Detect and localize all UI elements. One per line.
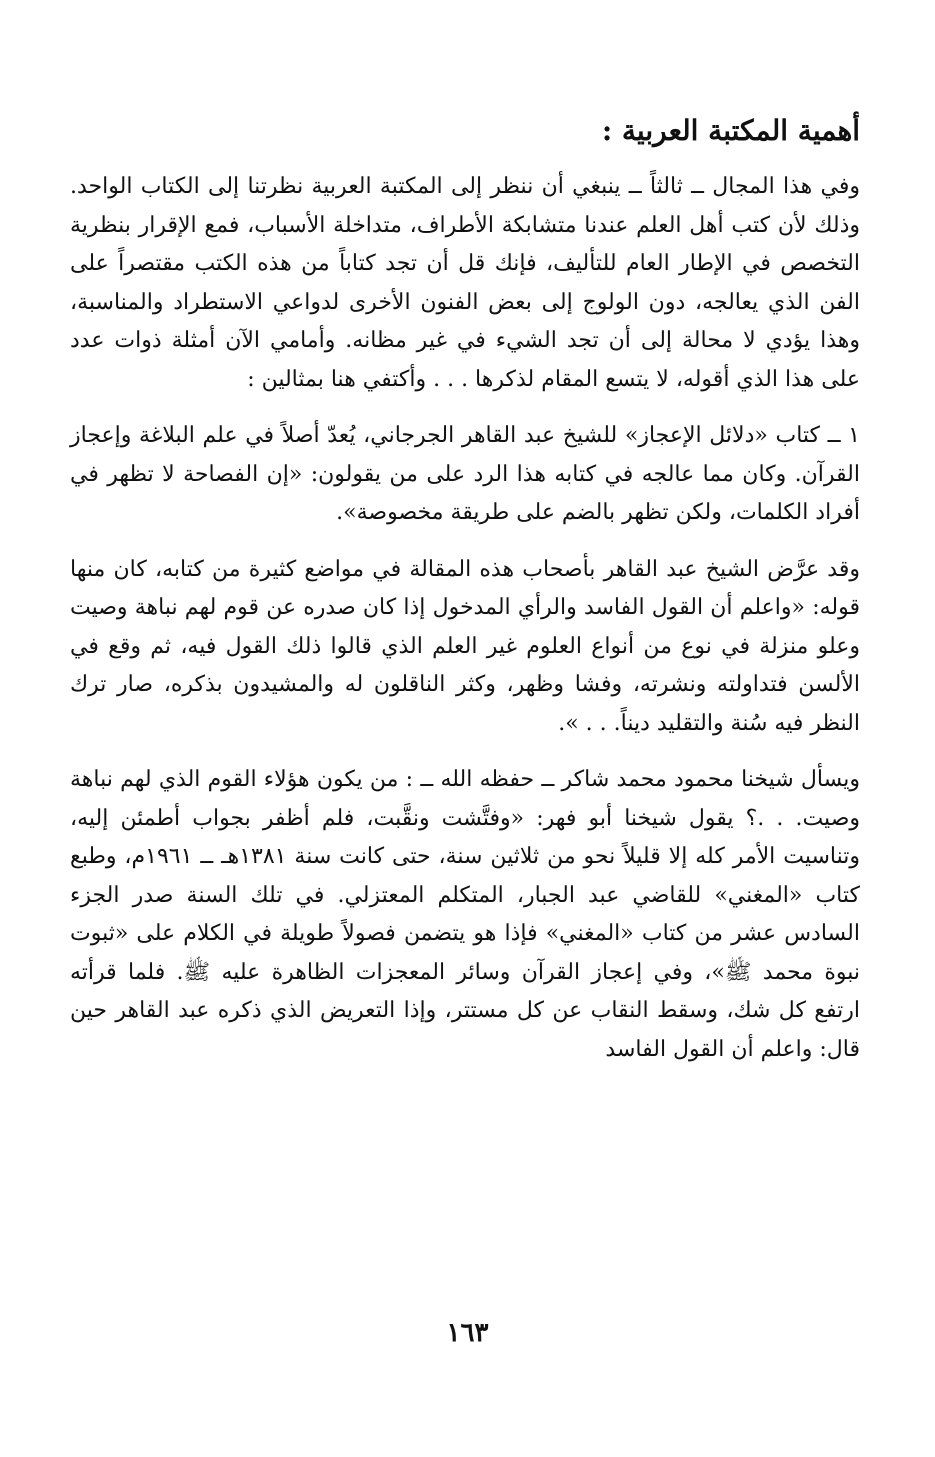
paragraph-intro: وفي هذا المجال ــ ثالثاً ــ ينبغي أن ننظر إلى المكتبة العربية نظرتنا إلى الكتاب الواحد. وذلك لأن كتب أهل العلم عندنا متشابكة الأطراف، متداخلة الأسباب، فمع الإقرار بنظرية التخصص في الإطار العام للتأليف، فإنك قل أن تجد كتاباً من هذه الكتب مقتصراً على الفن الذي يعالجه، دون الولوج إلى بعض الفنون الأخرى لدواعي الاستطراد والمناسبة، وهذا يؤدي لا محالة إلى أن تجد الشيء في غير مظانه. وأمامي الآن أمثلة ذوات عدد على هذا الذي أقوله، لا يتسع المقام لذكرها . . . وأكتفي هنا بمثالين : [70,174,860,392]
section-heading: أهمية المكتبة العربية : [601,114,860,147]
paragraph-quote-abd-al-qahir: وقد عرَّض الشيخ عبد القاهر بأصحاب هذه المقالة في مواضع كثيرة من كتابه، كان منها قوله: «واعلم أن القول الفاسد والرأي المدخول إذا كان صدره عن قوم لهم نباهة وصيت وعلو منزلة في نوع من أنواع العلوم غير العلم الذي قالوا ذلك القول فيه، ثم وقع في الألسن فتداولته ونشرته، وفشا وظهر، وكثر الناقلون له والمشيدون بذكره، صار ترك النظر فيه سُنة والتقليد ديناً. . . ». [70,556,860,736]
page-number: ١٦٣ [446,1318,489,1348]
paragraph-example-one: ١ ــ كتاب «دلائل الإعجاز» للشيخ عبد القاهر الجرجاني، يُعدّ أصلاً في علم البلاغة وإعجاز القرآن. وكان مما عالجه في كتابه هذا الرد على من يقولون: «إن الفصاحة لا تظهر في أفراد الكلمات، ولكن تظهر بالضم على طريقة مخصوصة». [70,423,860,525]
paragraph-shakir-question: ويسأل شيخنا محمود محمد شاكر ــ حفظه الله ــ : من يكون هؤلاء القوم الذي لهم نباهة وصيت. . .؟ يقول شيخنا أبو فهر: «وفتَّشت ونقَّبت، فلم أظفر بجواب أطمئن إليه، وتناسيت الأمر كله إلا قليلاً نحو من ثلاثين سنة، حتى كانت سنة ١٣٨١هـ ــ ١٩٦١م، وطبع كتاب «المغني» للقاضي عبد الجبار، المتكلم المعتزلي. في تلك السنة صدر الجزء السادس عشر من كتاب «المغني» فإذا هو يتضمن فصولاً طويلة في الكلام على «ثبوت نبوة محمد ﷺ»، وفي إعجاز القرآن وسائر المعجزات الظاهرة عليه ﷺ. فلما قرأته ارتفع كل شك، وسقط النقاب عن كل مستتر، وإذا التعريض الذي ذكره عبد القاهر حين قال: واعلم أن القول الفاسد [70,767,860,1062]
page-body [70,110,860,1087]
